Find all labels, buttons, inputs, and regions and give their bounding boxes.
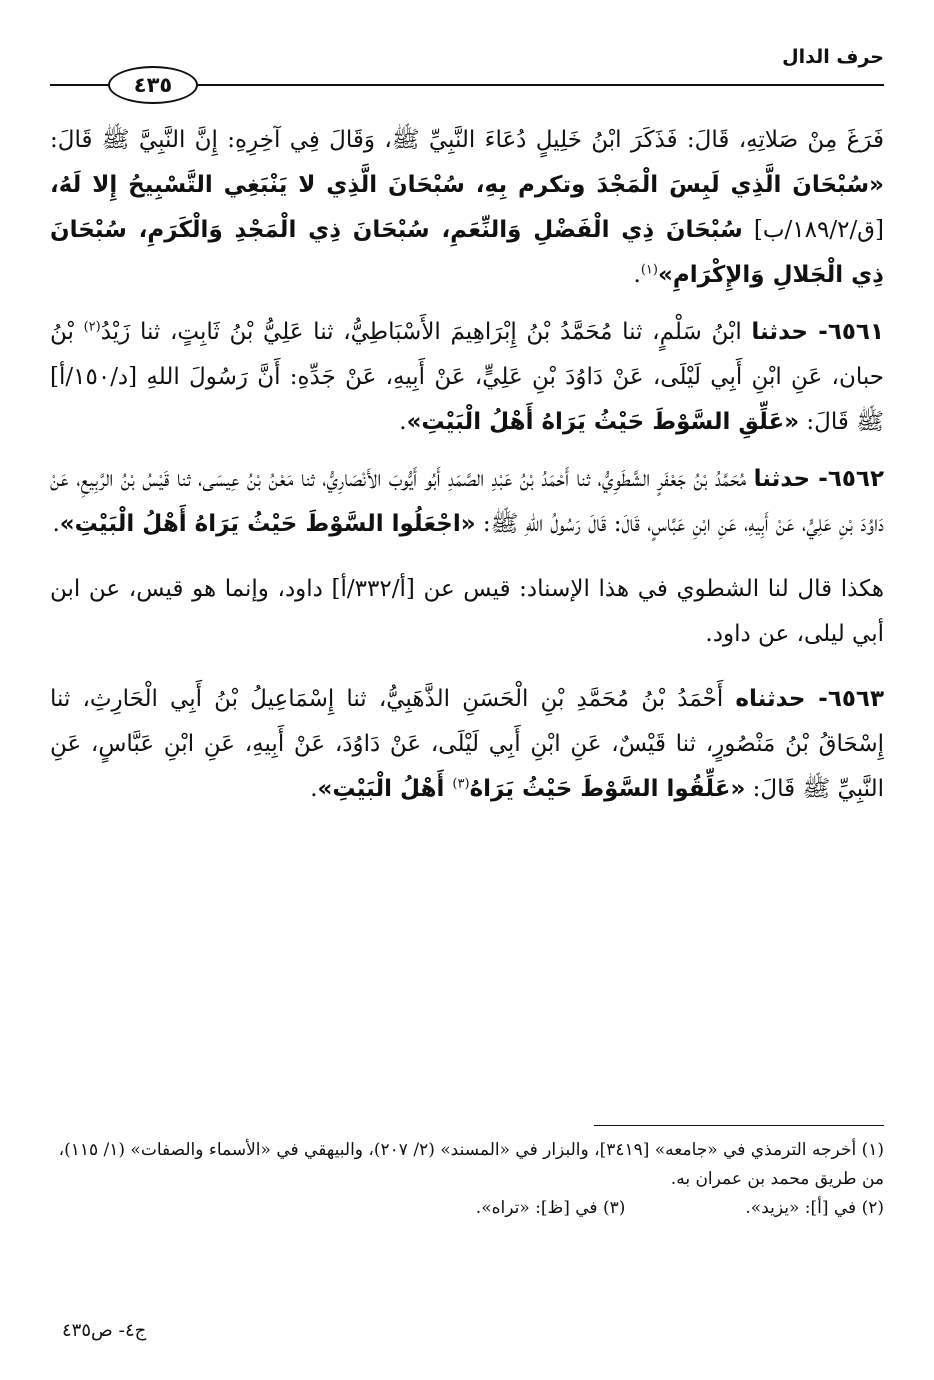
footnote-separator bbox=[594, 1125, 884, 1126]
commentary: هكذا قال لنا الشطوي في هذا الإسناد: قيس عن [أ/٣٣٢/أ] داود، وإنما هو قيس، عن ابن أبي ليلى، عن داود. bbox=[50, 576, 884, 647]
paragraph-continuation: فَرَغَ مِنْ صَلاتِهِ، قَالَ: فَذَكَرَ ابْنُ خَلِيلٍ دُعَاءَ النَّبِيِّ ﷺ، وَقَالَ فِي آخِرِهِ: إِنَّ النَّبِيَّ ﷺ قَالَ: «سُبْحَانَ الَّذِي لَبِسَ الْمَجْدَ وتكرم بِهِ، سُبْحَانَ الَّذِي لا يَنْبَغِي التَّسْبِيحُ إِلا لَهُ، [ق/١٨٩/٢/ب] سُبْحَانَ ذِي الْفَضْلِ وَالنِّعَمِ، سُبْحَانَ ذِي الْمَجْدِ وَالْكَرَمِ، سُبْحَانَ ذِي الْجَلالِ وَالإِكْرَامِ»$^{(١)}$. bbox=[50, 127, 885, 288]
hadith-6561: ٦٥٦١- حدثنا ابْنُ سَلْمٍ، ثنا مُحَمَّدُ بْنُ إِبْرَاهِيمَ الأَسْبَاطِيُّ، ثنا عَلِيُّ بْنُ ثَابِتٍ، ثنا زَيْدُ$^{(٢)}$ بْنُ حبان، عَنِ ابْنِ أَبِي لَيْلَى، عَنْ دَاوُدَ بْنِ عَلِيٍّ، عَنْ أَبِيهِ، عَنْ جَدِّهِ: أَنَّ رَسُولَ اللهِ [د/١٥٠/أ] ﷺ قَالَ: «عَلِّقِ السَّوْطَ حَيْثُ يَرَاهُ أَهْلُ الْبَيْتِ». bbox=[50, 319, 884, 435]
footnote-ref: (٣) bbox=[452, 776, 470, 792]
footnotes bbox=[50, 1136, 884, 1223]
hadith-text: «عَلِّقُوا السَّوْطَ حَيْثُ يَرَاهُ bbox=[469, 776, 746, 802]
footnote-1: (١) أخرجه الترمذي في «جامعه» [٣٤١٩]، والبزار في «المسند» (٢/ ٢٠٧)، والبيهقي في «الأسماء والصفات» (١/ ١١٥)، من طريق محمد بن عمران به. bbox=[58, 1140, 884, 1189]
hadith-6563: ٦٥٦٣- حدثناه أَحْمَدُ بْنُ مُحَمَّدِ بْنِ الْحَسَنِ الذَّهَبِيُّ، ثنا إِسْمَاعِيلُ بْنُ أَبِي الْحَارِثِ، ثنا إِسْحَاقُ بْنُ مَنْصُورٍ، ثنا قَيْسٌ، عَنِ ابْنِ أَبِي لَيْلَى، عَنْ دَاوُدَ، عَنْ أَبِيهِ، عَنِ ابْنِ عَبَّاسٍ، عَنِ النَّبِيِّ ﷺ قَالَ: «عَلِّقُوا السَّوْطَ حَيْثُ يَرَاهُ$^{(٣)}$ أَهْلُ الْبَيْتِ». bbox=[50, 686, 885, 802]
hadith-text: «اجْعَلُوا السَّوْطَ حَيْثُ يَرَاهُ أَهْلُ الْبَيْتِ» bbox=[59, 511, 476, 537]
main-text bbox=[50, 118, 884, 824]
hadith-number: ٦٥٦١- حدثنا bbox=[751, 319, 884, 345]
footnote-ref: (١) bbox=[640, 262, 658, 278]
hadith-6562: ٦٥٦٢- حدثنا مُحَمَّدُ بْنُ جَعْفَرٍ الشَّطَوِيُّ، ثنا أَحْمَدُ بْنُ عَبْدِ الصَّمَدِ أَبُو أَيُّوبَ الأَنْصَارِيُّ، ثنا مَعْنُ بْنُ عِيسَى، ثنا قَيْسُ بْنُ الرَّبِيعِ، عَنْ دَاوُدَ بْنِ عَلِيٍّ، عَنْ أَبِيهِ، عَنِ ابْنِ عَبَّاسٍ، قَالَ: قَالَ رَسُولُ اللهِ ﷺ: «اجْعَلُوا السَّوْطَ حَيْثُ يَرَاهُ أَهْلُ الْبَيْتِ». bbox=[50, 466, 884, 537]
hadith-number: ٦٥٦٣- حدثناه bbox=[735, 686, 885, 712]
footnote-ref: (٢) bbox=[83, 319, 101, 335]
page-number-badge: ٤٣٥ bbox=[108, 66, 198, 104]
hadith-text: سُبْحَانَ ذِي الْفَضْلِ وَالنِّعَمِ، سُبْحَانَ ذِي الْمَجْدِ وَالْكَرَمِ، سُبْحَانَ ذِي الْجَلالِ وَالإِكْرَامِ» bbox=[50, 217, 884, 288]
running-title: حرف الدال bbox=[782, 46, 884, 68]
hadith-number: ٦٥٦٢- حدثنا bbox=[753, 466, 884, 492]
manuscript-ref: [ق/١٨٩/٢/ب] bbox=[742, 217, 885, 243]
folio-reference: ج٤- ص٤٣٥ bbox=[62, 1320, 147, 1341]
hadith-text: أَهْلُ الْبَيْتِ» bbox=[317, 776, 453, 802]
hadith-text: «عَلِّقِ السَّوْطَ حَيْثُ يَرَاهُ أَهْلُ الْبَيْتِ» bbox=[406, 409, 800, 435]
footnote-3: (٣) في [ظ]: «تراه». bbox=[475, 1198, 626, 1218]
hadith-text: «سُبْحَانَ الَّذِي لَبِسَ الْمَجْدَ وتكرم بِهِ، سُبْحَانَ الَّذِي لا يَنْبَغِي التَّسْبِيحُ إِلا لَهُ، bbox=[50, 172, 884, 198]
footnote-row bbox=[50, 1194, 884, 1223]
footnote-2: (٢) في [أ]: «يزيد». bbox=[745, 1198, 884, 1218]
